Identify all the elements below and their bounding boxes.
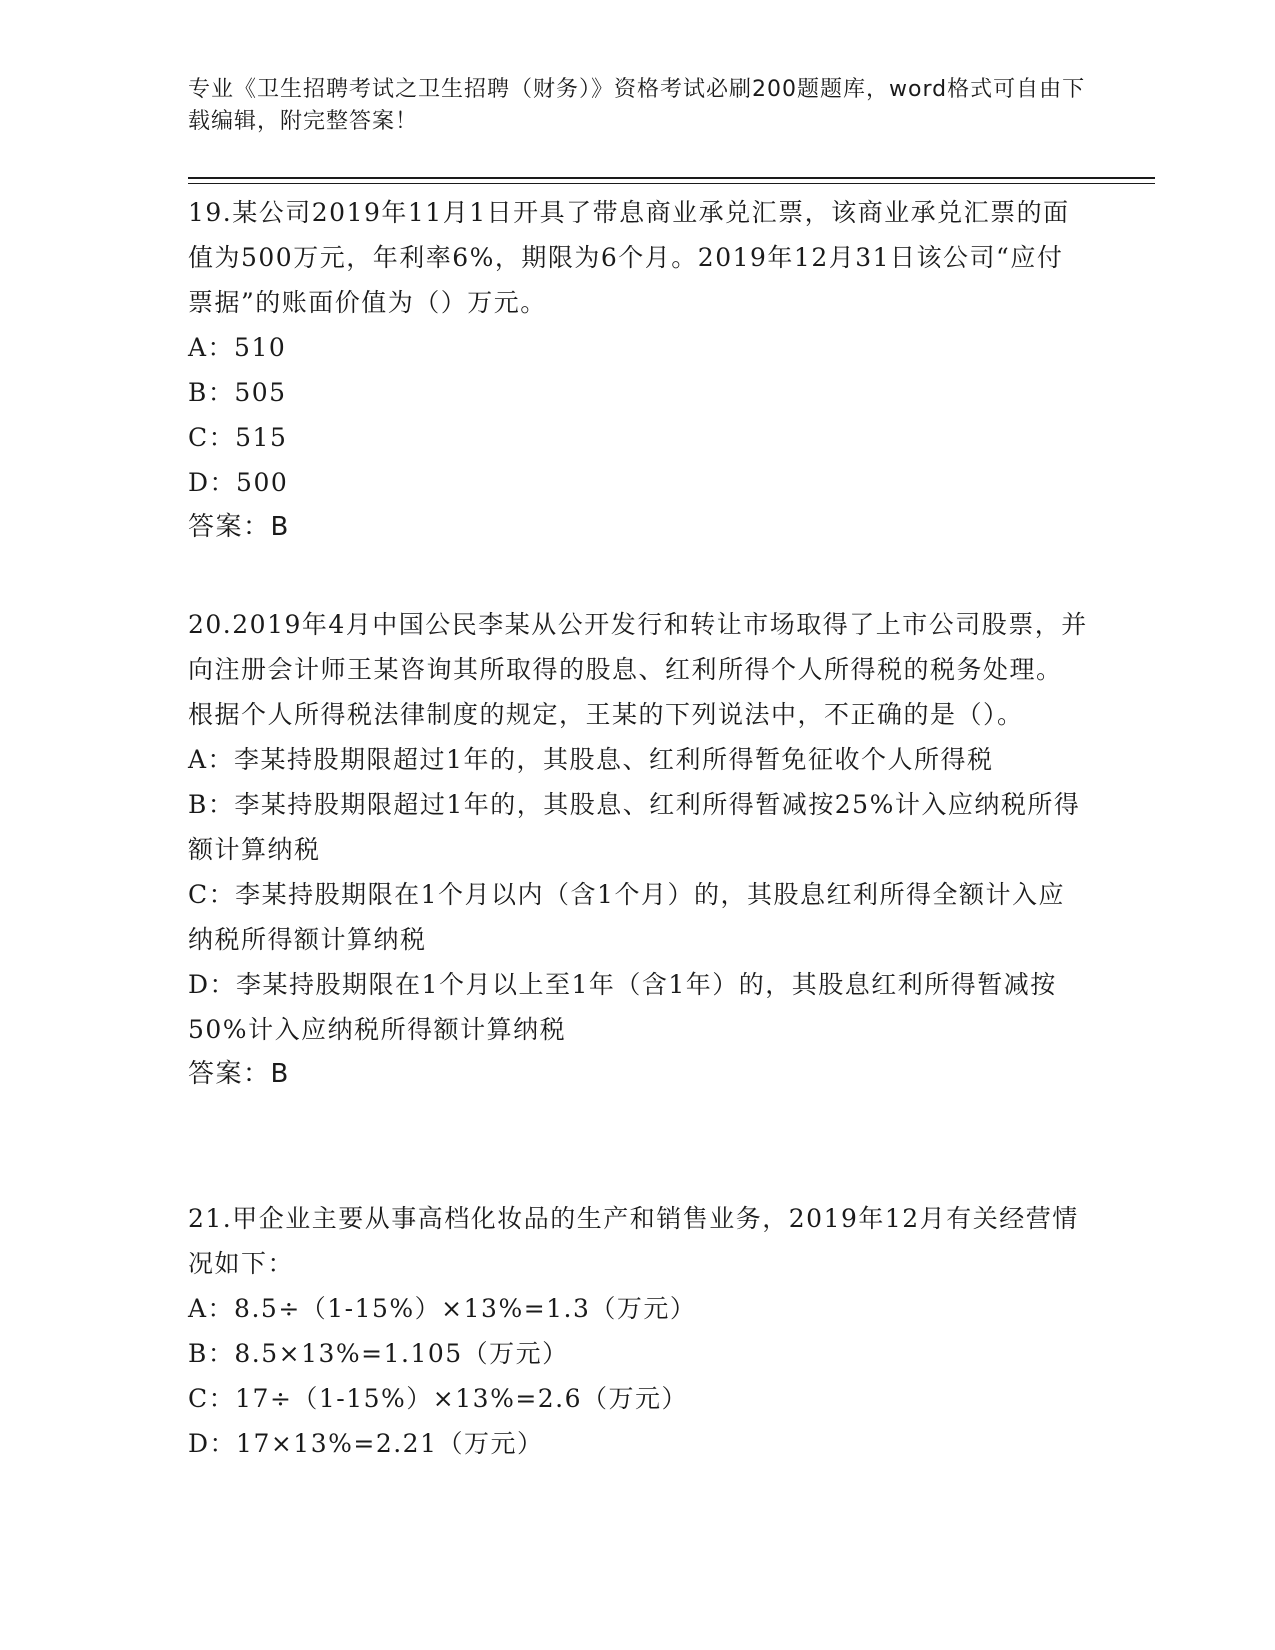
question-stem: 21.甲企业主要从事高档化妆品的生产和销售业务，2019年12月有关经营情况如下： xyxy=(188,1204,1079,1278)
header-rule-thin xyxy=(188,183,1155,184)
question-20 xyxy=(188,602,1088,1097)
option-b: B：8.5×13%=1.105（万元） xyxy=(188,1339,569,1368)
option-b: B：505 xyxy=(188,378,287,407)
question-stem: 19.某公司2019年11月1日开具了带息商业承兑汇票，该商业承兑汇票的面值为500万元，年利率6%，期限为6个月。2019年12月31日该公司“应付票据”的账面价值为（）万元。 xyxy=(188,198,1070,317)
option-d: D：17×13%=2.21（万元） xyxy=(188,1429,544,1458)
option-d: D：500 xyxy=(188,468,289,497)
option-a: A：510 xyxy=(188,333,287,362)
question-19 xyxy=(188,190,1088,550)
question-21 xyxy=(188,1196,1088,1466)
option-c: C：李某持股期限在1个月以内（含1个月）的，其股息红利所得全额计入应纳税所得额计算纳税 xyxy=(188,880,1065,954)
question-stem: 20.2019年4月中国公民李某从公开发行和转让市场取得了上市公司股票，并向注册会计师王某咨询其所取得的股息、红利所得个人所得税的税务处理。根据个人所得税法律制度的规定，王某的下列说法中，不正确的是（）。 xyxy=(188,610,1088,729)
answer-line: 答案：B xyxy=(188,512,290,542)
option-c: C：515 xyxy=(188,423,288,452)
option-c: C：17÷（1-15%）×13%=2.6（万元） xyxy=(188,1384,689,1413)
option-d: D：李某持股期限在1个月以上至1年（含1年）的，其股息红利所得暂减按50%计入应纳税所得额计算纳税 xyxy=(188,970,1057,1044)
option-a: A：李某持股期限超过1年的，其股息、红利所得暂免征收个人所得税 xyxy=(188,745,994,774)
answer-line: 答案：B xyxy=(188,1059,290,1089)
option-b: B：李某持股期限超过1年的，其股息、红利所得暂减按25%计入应纳税所得额计算纳税 xyxy=(188,790,1081,864)
header-rule-thick xyxy=(188,177,1155,179)
document-header: 专业《卫生招聘考试之卫生招聘（财务）》资格考试必刷200题题库，word格式可自由下载编辑，附完整答案！ xyxy=(188,77,1086,134)
option-a: A：8.5÷（1-15%）×13%=1.3（万元） xyxy=(188,1294,697,1323)
